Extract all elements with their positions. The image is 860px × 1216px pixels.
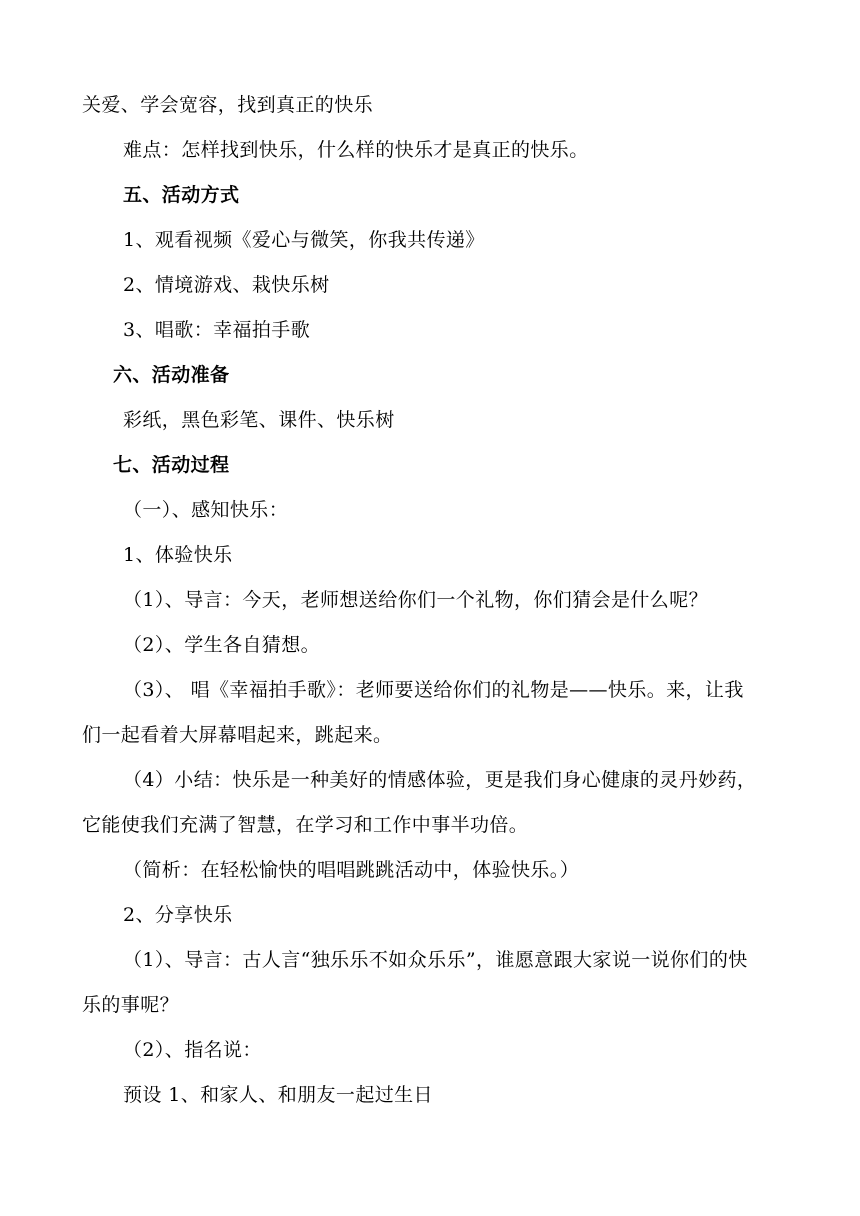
text-line: （1）、导言：古人言“独乐乐不如众乐乐”，谁愿意跟大家说一说你们的快: [123, 949, 748, 971]
text-line: （2）、指名说：: [123, 1039, 262, 1061]
text-line: （简析：在轻松愉快的唱唱跳跳活动中，体验快乐。）: [123, 859, 580, 881]
text-line: （2）、学生各自猜想。: [123, 634, 320, 656]
text-line: 预设 1、和家人、和朋友一起过生日: [123, 1084, 433, 1106]
list-item: 3、唱歌：幸福拍手歌: [123, 319, 311, 341]
section-heading: 五、活动方式: [123, 184, 240, 206]
list-item: 2、分享快乐: [123, 904, 233, 926]
list-item: 2、情境游戏、栽快乐树: [123, 274, 330, 296]
text-line: 彩纸，黑色彩笔、课件、快乐树: [123, 409, 395, 431]
text-line: （3）、 唱《幸福拍手歌》：老师要送给你们的礼物是——快乐。来，让我: [123, 679, 744, 701]
text-line: 关爱、学会宽容，找到真正的快乐: [82, 94, 374, 116]
text-line: 们一起看着大屏幕唱起来，跳起来。: [82, 724, 393, 746]
list-item: 1、体验快乐: [123, 544, 233, 566]
list-item: 1、观看视频《爱心与微笑，你我共传递》: [123, 229, 485, 251]
text-line: 它能使我们充满了智慧，在学习和工作中事半功倍。: [82, 814, 529, 836]
subsection-heading: （一）、感知快乐：: [123, 499, 289, 521]
text-line: （1）、导言：今天，老师想送给你们一个礼物，你们猜会是什么呢？: [123, 589, 708, 611]
section-heading: 七、活动过程: [113, 454, 230, 476]
text-line: （4）小结：快乐是一种美好的情感体验，更是我们身心健康的灵丹妙药，: [123, 769, 757, 791]
text-line: 难点：怎样找到快乐，什么样的快乐才是真正的快乐。: [123, 139, 589, 161]
text-line: 乐的事呢？: [82, 994, 180, 1016]
section-heading: 六、活动准备: [113, 364, 230, 386]
